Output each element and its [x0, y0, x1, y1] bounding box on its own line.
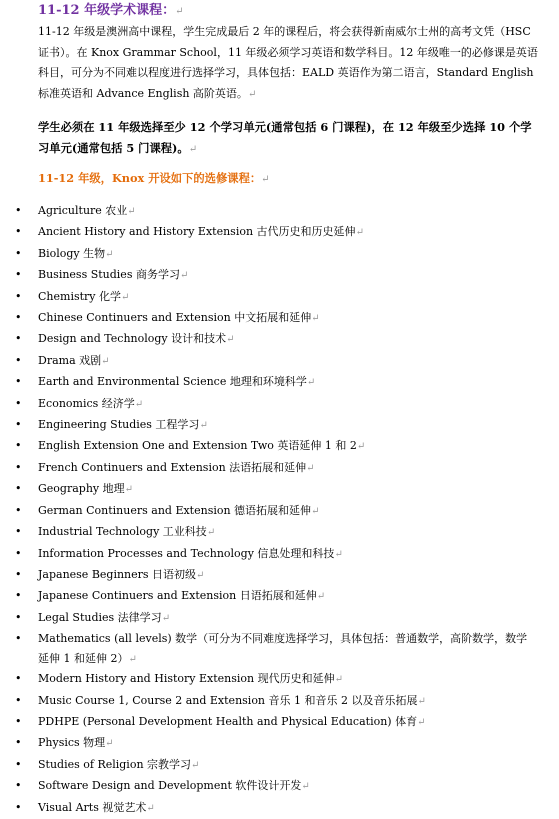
course-name: Business Studies 商务学习: [38, 268, 180, 282]
paragraph-mark-icon: ↵: [306, 462, 315, 474]
paragraph-mark-icon: ↵: [311, 505, 320, 517]
paragraph-mark-icon: ↵: [179, 270, 189, 282]
bullet-icon: •: [15, 418, 22, 432]
section-heading-text: 11-12 年级学术课程：: [38, 3, 176, 18]
course-item: [0, 776, 559, 797]
bullet-icon: •: [15, 632, 22, 646]
course-item: [0, 201, 559, 222]
course-name: Design and Technology 设计和技术: [38, 332, 227, 346]
course-name: Physics 物理: [38, 736, 106, 750]
paragraph-mark-icon: ↵: [417, 695, 426, 707]
course-item: [0, 798, 559, 819]
bullet-icon: •: [15, 482, 22, 496]
course-name: Mathematics (all levels) 数学（可分为不同难度选择学习，具体包括：普通数学，高阶数学，数学延伸 1 和延伸 2）: [38, 632, 528, 665]
course-item: [0, 265, 559, 286]
bullet-icon: •: [15, 460, 22, 474]
bullet-icon: •: [15, 672, 22, 686]
paragraph-mark-icon: ↵: [356, 441, 366, 453]
course-name: Earth and Environmental Science 地理和环境科学: [38, 375, 307, 389]
course-name: Ancient History and History Extension 古代历史和历史延伸: [38, 225, 356, 239]
bullet-icon: •: [15, 800, 22, 814]
paragraph-mark-icon: ↵: [334, 548, 343, 560]
paragraph-mark-icon: ↵: [206, 527, 216, 539]
bullet-icon: •: [15, 439, 22, 453]
course-item: [0, 755, 559, 776]
course-name: Engineering Studies 工程学习: [38, 418, 200, 432]
course-name: Japanese Continuers and Extension 日语拓展和延伸: [38, 589, 317, 603]
paragraph-mark-icon: ↵: [334, 674, 343, 686]
course-item: [0, 329, 559, 350]
paragraph-mark-icon: ↵: [134, 398, 144, 410]
course-item: [0, 501, 559, 522]
electives-heading: [38, 170, 270, 188]
paragraph-mark-icon: ↵: [101, 355, 110, 367]
course-item: [0, 394, 559, 415]
paragraph-mark-icon: ↵: [124, 484, 134, 496]
course-item: [0, 244, 559, 265]
paragraph-mark-icon: ↵: [128, 653, 137, 665]
section-heading: [38, 3, 184, 20]
course-name: Legal Studies 法律学习: [38, 610, 162, 624]
requirement-paragraph: [38, 117, 538, 160]
course-name: Agriculture 农业: [38, 204, 128, 217]
course-item: [0, 415, 559, 436]
paragraph-mark-icon: ↵: [196, 569, 205, 581]
paragraph-mark-icon: ↵: [306, 377, 316, 389]
bullet-icon: •: [15, 375, 22, 389]
paragraph-mark-icon: ↵: [146, 802, 155, 814]
bullet-icon: •: [15, 546, 22, 560]
course-name: Studies of Religion 宗教学习: [38, 757, 192, 771]
paragraph-mark-icon: ↵: [417, 716, 426, 728]
paragraph-mark-icon: ↵: [161, 612, 171, 624]
bullet-icon: •: [15, 353, 22, 367]
bullet-icon: •: [15, 289, 22, 303]
course-name: Industrial Technology 工业科技: [38, 525, 207, 539]
course-item: [0, 351, 559, 372]
course-item: [0, 586, 559, 607]
bullet-icon: •: [15, 779, 22, 793]
bullet-icon: •: [15, 332, 22, 346]
course-item: [0, 222, 559, 243]
bullet-icon: •: [15, 693, 22, 707]
course-name: Chinese Continuers and Extension 中文拓展和延伸: [38, 311, 312, 325]
intro-paragraph: [38, 22, 538, 105]
course-item: [0, 479, 559, 500]
bullet-icon: •: [15, 589, 22, 603]
paragraph-mark-icon: ↵: [311, 313, 320, 325]
bullet-icon: •: [15, 610, 22, 624]
course-item: [0, 522, 559, 543]
paragraph-mark-icon: ↵: [301, 781, 310, 793]
paragraph-mark-icon: ↵: [127, 206, 136, 217]
course-item: [0, 436, 559, 457]
course-item: [0, 669, 559, 690]
course-item: [0, 691, 559, 712]
bullet-icon: •: [15, 225, 22, 239]
paragraph-mark-icon: ↵: [199, 420, 208, 432]
course-item: [0, 712, 559, 733]
course-item: [0, 287, 559, 308]
paragraph-mark-icon: ↵: [355, 227, 364, 239]
course-item: [0, 458, 559, 479]
bullet-icon: •: [15, 714, 22, 728]
course-name: German Continuers and Extension 德语拓展和延伸: [38, 503, 312, 517]
course-name: Drama 戏剧: [38, 353, 102, 367]
course-item: [0, 544, 559, 565]
elective-course-list: [0, 201, 559, 819]
paragraph-mark-icon: ↵: [226, 334, 235, 346]
bullet-icon: •: [15, 525, 22, 539]
paragraph-mark-icon: ↵: [121, 291, 130, 303]
paragraph-mark-icon: ↵: [188, 143, 198, 155]
course-name: Chemistry 化学: [38, 289, 121, 303]
course-item: [0, 308, 559, 329]
course-item: [0, 733, 559, 754]
bullet-icon: •: [15, 567, 22, 581]
bullet-icon: •: [15, 204, 22, 217]
bullet-icon: •: [15, 246, 22, 260]
paragraph-mark-icon: ↵: [191, 759, 200, 771]
course-item: [0, 372, 559, 393]
course-name: Biology 生物: [38, 246, 106, 260]
bullet-icon: •: [15, 396, 22, 410]
course-name: Japanese Beginners 日语初级: [38, 567, 197, 581]
course-item: [0, 565, 559, 586]
course-name: Music Course 1, Course 2 and Extension 音乐 1 和音乐 2 以及音乐拓展: [38, 693, 418, 707]
bullet-icon: •: [15, 311, 22, 325]
intro-text: 11-12 年级是澳洲高中课程，学生完成最后 2 年的课程后，将会获得新南威尔士州的高考文凭（HSC 证书）。在 Knox Grammar School，11 年级必须学习英语和数学科目。12 年级唯一的必修课是英语科目，可分为不同难以程度进行选择学习，具体包括：EALD 英语作为第二语言，Standard English 标准英语和 Advance English 高阶英语。: [38, 25, 538, 100]
course-name: Economics 经济学: [38, 396, 135, 410]
course-name: PDHPE (Personal Development Health and Physical Education) 体育: [38, 714, 418, 728]
paragraph-mark-icon: ↵: [175, 6, 184, 17]
course-name: Geography 地理: [38, 482, 125, 496]
paragraph-mark-icon: ↵: [105, 248, 114, 260]
bullet-icon: •: [15, 757, 22, 771]
requirement-text: 学生必须在 11 年级选择至少 12 个学习单元(通常包括 6 门课程)，在 12 年级至少选择 10 个学习单元(通常包括 5 门课程)。: [38, 120, 532, 155]
electives-heading-text: 11-12 年级，Knox 开设如下的选修课程：: [38, 171, 262, 185]
course-name: English Extension One and Extension Two 英语延伸 1 和 2: [38, 439, 357, 453]
course-name: French Continuers and Extension 法语拓展和延伸: [38, 460, 307, 474]
course-name: Information Processes and Technology 信息处理和科技: [38, 546, 335, 560]
paragraph-mark-icon: ↵: [105, 738, 114, 750]
bullet-icon: •: [15, 736, 22, 750]
course-item: [0, 608, 559, 629]
bullet-icon: •: [15, 503, 22, 517]
course-name: Software Design and Development 软件设计开发: [38, 779, 302, 793]
bullet-icon: •: [15, 268, 22, 282]
course-name: Visual Arts 视觉艺术: [38, 800, 147, 814]
paragraph-mark-icon: ↵: [261, 174, 270, 185]
course-name: Modern History and History Extension 现代历史和延伸: [38, 672, 335, 686]
course-item: [0, 629, 538, 669]
paragraph-mark-icon: ↵: [316, 591, 326, 603]
paragraph-mark-icon: ↵: [247, 88, 257, 100]
